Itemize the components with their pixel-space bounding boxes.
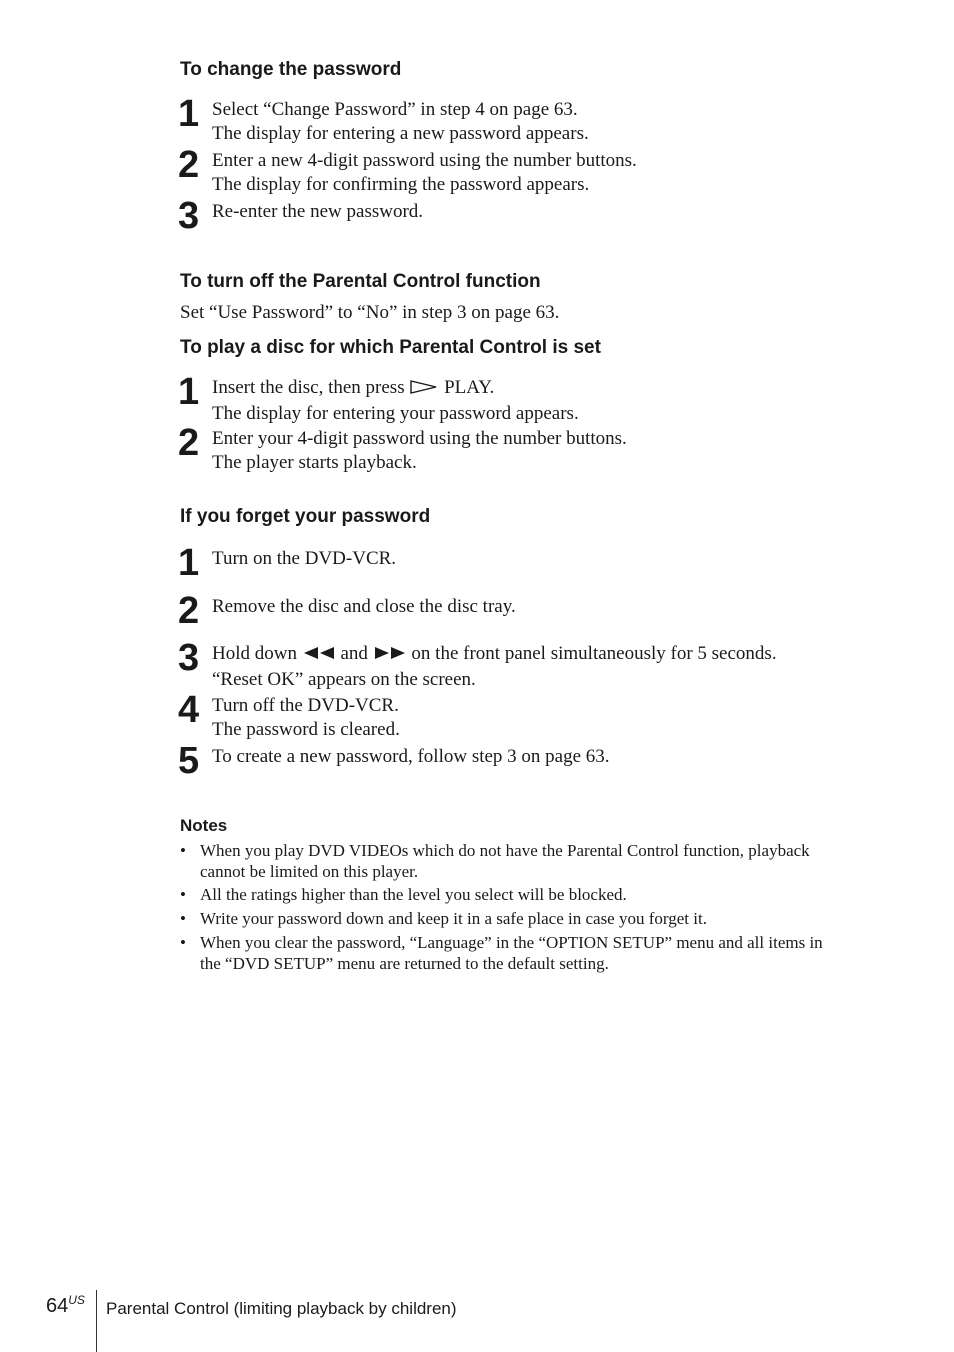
step-number: 2 [178, 144, 200, 186]
step-number: 2 [178, 590, 200, 632]
step-number: 5 [178, 740, 200, 782]
step-text: Enter your 4-digit password using the number buttons. [212, 428, 627, 449]
play-icon [409, 378, 439, 402]
step-number: 3 [178, 195, 200, 237]
step-number: 2 [178, 422, 200, 464]
fast-forward-icon [373, 644, 407, 668]
heading-play-disc: To play a disc for which Parental Control is set [180, 337, 601, 358]
turn-off-text: Set “Use Password” to “No” in step 3 on page 63. [180, 302, 560, 323]
note-item: • When you clear the password, “Language” in the “OPTION SETUP” menu and all items in the “DVD SETUP” menu are returned to the default setting. [180, 933, 823, 973]
rewind-icon [302, 644, 336, 668]
step-text: Select “Change Password” in step 4 on page 63. [212, 99, 578, 120]
step-result: The display for entering your password appears. [212, 403, 579, 424]
step-number: 4 [178, 689, 200, 731]
notes-title: Notes [180, 816, 228, 835]
step-text: Re-enter the new password. [212, 201, 424, 222]
bullet: • [180, 909, 186, 928]
note-item: • When you play DVD VIDEOs which do not have the Parental Control function, playback cannot be limited on this player. [180, 841, 810, 881]
step-result: The display for confirming the password appears. [212, 174, 590, 195]
footer-section-title: Parental Control (limiting playback by children) [106, 1299, 457, 1318]
bullet: • [180, 885, 186, 904]
step-text: Hold down and on the front panel simultaneously for 5 seconds. [212, 642, 852, 668]
heading-forget-password: If you forget your password [180, 506, 431, 527]
step-text: Enter a new 4-digit password using the number buttons. [212, 150, 637, 171]
step-number: 1 [178, 542, 200, 584]
step-number: 1 [178, 93, 200, 135]
step-result: The password is cleared. [212, 719, 400, 740]
heading-change-password: To change the password [180, 59, 402, 80]
step-text: Turn on the DVD-VCR. [212, 548, 397, 569]
footer-divider [96, 1290, 97, 1352]
step-number: 1 [178, 371, 200, 413]
step-result: The player starts playback. [212, 452, 417, 473]
step-text: To create a new password, follow step 3 on page 63. [212, 746, 610, 767]
page-suffix: US [68, 1293, 85, 1307]
note-item: • All the ratings higher than the level you select will be blocked. [180, 885, 627, 904]
step-result: “Reset OK” appears on the screen. [212, 669, 476, 690]
bullet: • [180, 933, 186, 952]
step-result: The display for entering a new password appears. [212, 123, 589, 144]
step-text: Turn off the DVD-VCR. [212, 695, 399, 716]
step-text: Insert the disc, then press PLAY. [212, 376, 852, 402]
bullet: • [180, 841, 186, 860]
step-text: Remove the disc and close the disc tray. [212, 596, 516, 617]
note-item: • Write your password down and keep it in a safe place in case you forget it. [180, 909, 707, 928]
page-number: $64^{US}$ [46, 1293, 85, 1317]
heading-turn-off: To turn off the Parental Control function [180, 271, 541, 292]
step-number: 3 [178, 637, 200, 679]
